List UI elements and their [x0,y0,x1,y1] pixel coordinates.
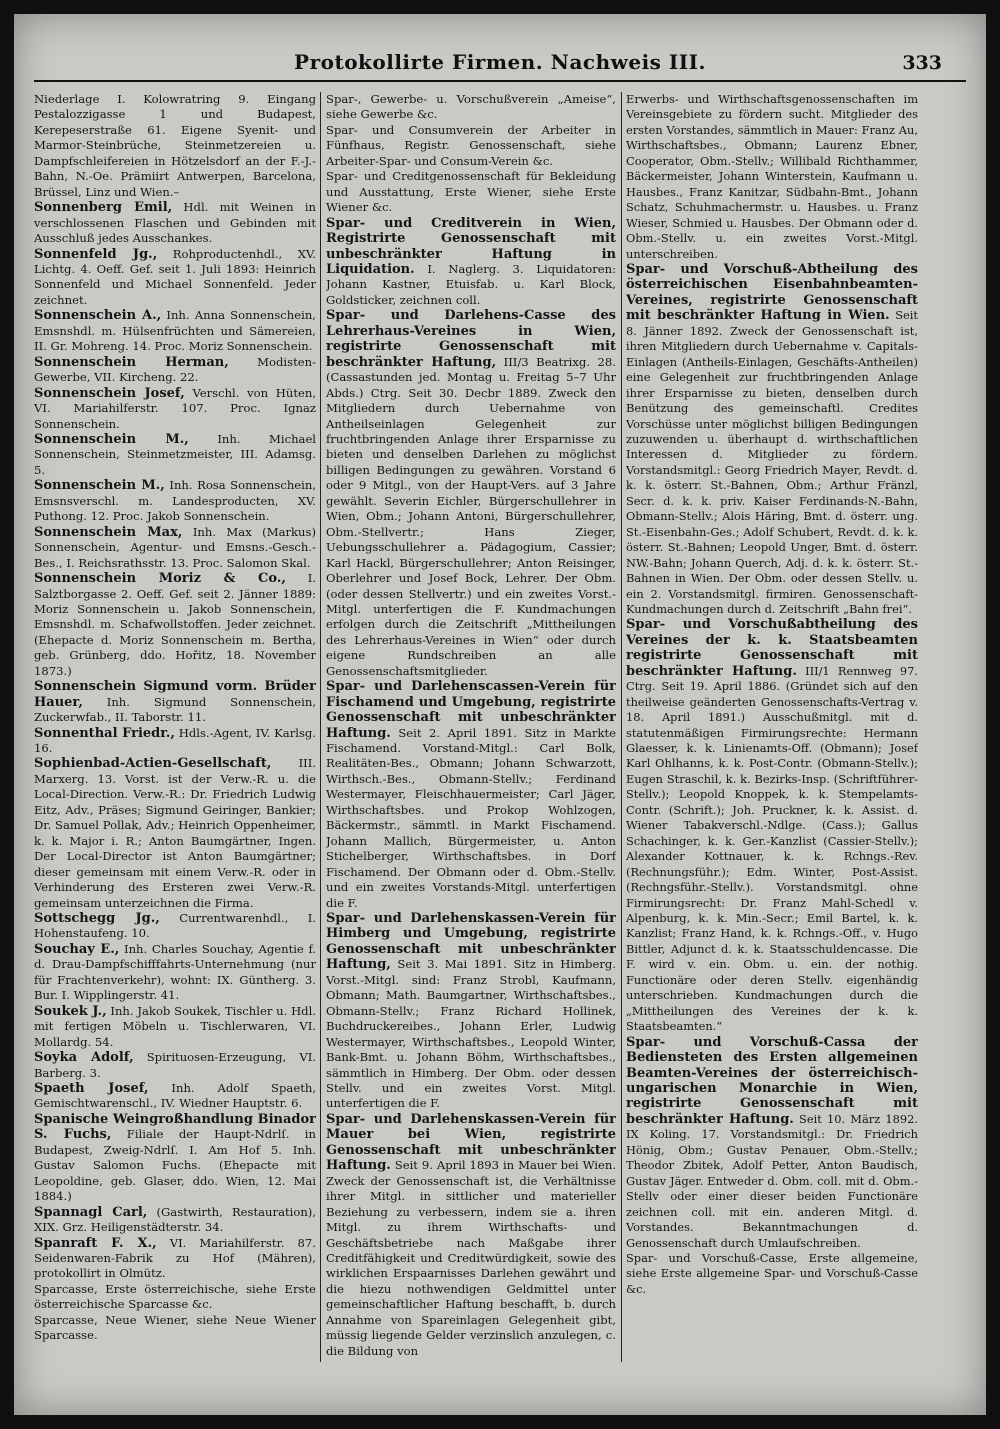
directory-entry [34,911,316,942]
directory-entry [34,478,316,524]
page-header [14,50,986,84]
entry-text: Hdl. mit Weinen in verschlossenen Flaschen und Gebinden mit Ausschluß jedes Ausschankes. [34,200,316,246]
directory-entry [34,679,316,725]
directory-entry [34,571,316,679]
entry-firm-name: Sonnenfeld Jg., [34,246,158,262]
entry-firm-name: Spanische Weingroßhandlung Binador S. Fuchs, [34,1111,316,1143]
entry-text: Spar- und Vorschuß-Casse, Erste allgemeine, siehe Erste allgemeine Spar- und Vorschuß-Casse &c. [626,1250,918,1296]
entry-firm-name: Spar- und Vorschuß-Abtheilung des österreichischen Eisenbahnbeamten-Vereines, registrirte Genossenschaft mit beschränkter Haftung in Wien. [626,261,918,324]
text-columns [34,92,970,1392]
entry-text: Modisten-Gewerbe, VII. Kircheng. 22. [34,354,316,385]
entry-firm-name: Spar- und Darlehenscassen-Verein für Fischamend und Umgebung, registrirte Genossenschaft mit unbeschränkter Haftung. [326,679,616,741]
entry-text: Spar- und Consumverein der Arbeiter in Fünfhaus, Registr. Genossenschaft, siehe Arbeiter-Spar- und Consum-Verein &c. [326,122,616,168]
entry-firm-name: Sonnenschein Herman, [34,354,229,370]
entry-firm-name: Sophienbad-Actien-Gesellschaft, [34,756,272,772]
entry-text: Inh. Anna Sonnenschein, Emsnshdl. m. Hülsenfrüchten und Sämereien, II. Gr. Mohreng. 14. Proc. Moriz Sonnenschein. [34,308,316,354]
directory-entry [626,262,918,617]
directory-entry [34,1282,316,1313]
entry-text: Seit 10. März 1892. IX Koling. 17. Vorstandsmitgl.: Dr. Friedrich Hönig, Obm.; Gustav Penauer, Obm.-Stellv.; Theodor Zbitek, Adolf Petter, Anton Baudisch, Gustav Jäger. Entweder d. Obm. coll. mit d. Obm.-Stellv oder einer dieser beiden Functionäre zeichnen coll. mit ein. anderen Mitgl. d. Vorstandes. Bekanntmachungen d. Genossenschaft durch Umlaufschreiben. [626,1111,918,1250]
entry-text: Inh. Jakob Soukek, Tischler u. Hdl. mit fertigen Möbeln u. Tischlerwaren, VI. Mollardg. 54. [34,1003,316,1049]
entry-text: Currentwarenhdl., I. Hohenstaufeng. 10. [34,911,316,941]
entry-text: Inh. Max (Markus) Sonnenschein, Agentur- und Emsns.-Gesch.-Bes., I. Reichsrathsstr. 13. Proc. Salomon Skal. [34,524,316,570]
directory-entry [626,1251,918,1297]
entry-text: I. Salztborgasse 2. Oeff. Gef. seit 2. Jänner 1889: Moriz Sonnenschein u. Jakob Sonnenschein, Emsnshdl. m. Schafwollstoffen. Jeder zeichnet. (Ehepacte d. Moriz Sonnenschein m. Bertha, geb. Grünberg, ddo. Hořitz, 18. November 1873.) [34,571,316,678]
entry-firm-name: Spanraft F. X., [34,1235,157,1251]
entry-firm-name: Sonnenschein Sigmund vorm. Brüder Hauer, [34,679,316,710]
entry-text: Sparcasse, Erste österreichische, siehe Erste österreichische Sparcasse &c. [34,1281,316,1312]
entry-text: Inh. Michael Sonnenschein, Steinmetzmeister, III. Adamsg. 5. [34,431,316,477]
entry-text: (Gastwirth, Restauration), XIX. Grz. Heiligenstädterstr. 34. [34,1204,316,1235]
entry-firm-name: Sonnenschein Josef, [34,385,185,401]
directory-entry [34,247,316,309]
entry-text: I. Naglerg. 3. Liquidatoren: Johann Kastner, Etuisfab. u. Karl Block, Goldsticker, zeichnen coll. [326,261,616,307]
column-divider [621,92,622,1362]
entry-text: Niederlage I. Kolowratring 9. Eingang Pestalozzigasse 1 und Budapest, Kerepeserstraße 61. Eigene Syenit- und Marmor-Steinbrüche, Steinmetzereien u. Dampfschleifereien in Hötzelsdorf an der F.-J.-Bahn, N.-Oe. Prämiirt Antwerpen, Barcelona, Brüssel, Linz und Wien.– [34,92,316,199]
entry-text: Seit 3. Mai 1891. Sitz in Himberg. Vorst.-Mitgl. sind: Franz Strobl, Kaufmann, Obmann; Math. Baumgartner, Wirthschaftsbes., Obmann-Stellv.; Franz Richard Hollinek, Buchdruckereibes., Johann Erler, Ludwig Westermayer, Wirthschaftsbes., Leopold Winter, Bank-Bmt. u. Johann Böhm, Wirthschaftsbes., sämmtlich in Himberg. Der Obm. oder dessen Stellv. und ein zweites Vorst. Mitgl. unterfertigen die F. [326,957,616,1111]
directory-entry [626,617,918,1034]
directory-entry [326,679,616,911]
directory-entry [34,1081,316,1112]
entry-firm-name: Spar- und Vorschußabtheilung des Vereines der k. k. Staatsbeamten registrirte Genossenschaft mit beschränkter Haftung. [626,617,918,679]
directory-entry [34,942,316,1004]
running-head: Protokollirte Firmen. Nachweis III. [294,50,706,74]
directory-entry [34,756,316,911]
entry-firm-name: Sonnenschein A., [34,308,162,324]
entry-text: Inh. Rosa Sonnenschein, Emsnsverschl. m. Landesproducten, XV. Puthong. 12. Proc. Jakob Sonnenschein. [34,478,316,524]
entry-text: Spar-, Gewerbe- u. Vorschußverein „Ameise“, siehe Gewerbe &c. [326,92,616,122]
entry-text: VI. Mariahilferstr. 87. Seidenwaren-Fabrik zu Hof (Mähren), protokollirt in Olmütz. [34,1235,316,1281]
directory-entry [34,1205,316,1236]
directory-entry [34,92,316,200]
column-right [626,92,918,1392]
directory-entry [326,308,616,679]
directory-entry [326,911,616,1112]
entry-text: III/1 Rennweg 97. Ctrg. Seit 19. April 1886. (Gründet sich auf den theilweise geänderten Genossenschafts-Vertrag v. 18. April 1891.) Ausschußmitgl. mit d. statutenmäßigen Firmirungsrechte: Hermann Glaesser, k. k. Linienamts-Off. (Obmann); Josef Karl Ohlhanns, k. k. Post-Contr. (Obmann-Stellv.); Eugen Straschil, k. k. Bezirks-Insp. (Schriftführer-Stellv.); Leopold Knoppek, k. k. Stempelamts-Contr. (Schrift.); Joh. Pruckner, k. k. Assist. d. Wiener Tabakverschl.-Ndlge. (Cass.); Gallus Schachinger, k. k. Ger.-Kanzlist (Cassier-Stellv.); Alexander Kottnauer, k. k. Rchngs.-Rev. (Rechnungsführ.); Edm. Winter, Post-Assist. (Rechngsführ.-Stellv.). Vorstandsmitgl. ohne Firmirungsrecht: Dr. Franz Mahl-Schedl v. Alpenburg, k. k. Min.-Secr.; Emil Bartel, k. k. Kanzlist; Franz Hand, k. k. Rchngs.-Off., v. Hugo Bittler, Adjunct d. k. k. Staatsschuldencasse. Die F. wird v. ein. Obm. u. ein. der nothig. Functionäre oder deren Stellv. eigenhändig unterschrieben. Kundmachungen durch die „Mittheilungen des Vereines der k. k. Staatsbeamten.“ [626,663,918,1034]
directory-entry [34,1313,316,1344]
directory-entry [34,525,316,571]
entry-firm-name: Sonnenschein M., [34,478,165,494]
entry-text: Inh. Charles Souchay, Agentie f. d. Drau-Dampfschifffahrts-Unternehmung (nur für Frachtenverkehr), wohnt: IX. Güntherg. 3. Bur. I. Wipplingerstr. 41. [34,941,316,1003]
directory-entry [326,216,616,309]
entry-firm-name: Sonnenthal Friedr., [34,725,175,741]
entry-text: Erwerbs- und Wirthschaftsgenossenschaften im Vereinsgebiete zu fördern sucht. Mitglieder des ersten Vorstandes, sämmtlich in Mauer: Franz Au, Wirthschaftsbes., Obmann; Laurenz Ebner, Cooperator, Obm.-Stellv.; Willibald Richthammer, Bäckermeister, Johann Winterstein, Kaufmann u. Hausbes., Franz Kanitzar, Südbahn-Bmt., Johann Schatz, Schuhmachermstr. u. Hausbes. u. Franz Wieser, Schmied u. Hausbes. Der Obmann oder d. Obm.-Stellv. u. ein zweites Vorst.-Mitgl. unterschreiben. [626,92,918,261]
column-middle [326,92,616,1392]
entry-firm-name: Spannagl Carl, [34,1204,148,1220]
entry-text: Filiale der Haupt-Ndrlſ. in Budapest, Zweig-Ndrlſ. I. Am Hof 5. Inh. Gustav Salomon Fuchs. (Ehepacte mit Leopoldine, geb. Glaser, ddo. Wien, 12. Mai 1884.) [34,1127,316,1204]
entry-text: Inh. Adolf Spaeth, Gemischtwarenschl., IV. Wiedner Hauptstr. 6. [34,1081,316,1111]
directory-entry [34,200,316,246]
directory-entry [326,92,616,123]
entry-firm-name: Soyka Adolf, [34,1050,134,1066]
directory-entry [326,1112,616,1359]
directory-entry [34,432,316,478]
entry-text: III. Marxerg. 13. Vorst. ist der Verw.-R. u. die Local-Direction. Verw.-R.: Dr. Friedrich Ludwig Eitz, Adv., Präses; Sigmund Geiringer, Bankier; Dr. Samuel Pollak, Adv.; Heinrich Oppenheimer, k. k. Major i. R.; Anton Baumgärtner, Ingen. Der Local-Director ist Anton Baumgärtner; dieser gemeinsam mit einem Verw.-R. oder in Verhinderung des Ersteren zwei Verw.-R. gemeinsam unterzeichnen die Firma. [34,756,316,910]
column-left [34,92,316,1392]
directory-entry [34,1236,316,1282]
entry-firm-name: Spaeth Josef, [34,1081,149,1096]
entry-text: Seit 8. Jänner 1892. Zweck der Genossenschaft ist, ihren Mitgliedern durch Uebernahme v. Capitals-Einlagen (Antheils-Einlagen, Geschäfts-Antheilen) eine Gelegenheit zur fruchtbringenden Anlage ihrer Ersparnisse zu bieten, denselben durch Benützung des gemeinschaftl. Credites Vorschüsse unter möglichst billigen Bedingungen zuzuwenden u. überhaupt d. wirthschaftlichen Interessen d. Mitglieder zu fördern. Vorstandsmitgl.: Georg Friedrich Mayer, Revdt. d. k. k. österr. St.-Bahnen, Obm.; Arthur Fränzl, Secr. d. k. k. priv. Kaiser Ferdinands-N.-Bahn, Obmann-Stellv.; Alois Häring, Bmt. d. österr. ung. St.-Eisenbahn-Ges.; Adolf Schubert, Revdt. d. k. k. österr. St.-Bahnen; Leopold Unger, Bmt. d. österr. NW.-Bahn; Johann Querch, Adj. d. k. k. österr. St.-Bahnen in Wien. Der Obm. oder dessen Stellv. u. ein 2. Vorstandsmitgl. firmiren. Genossenschaft-Kundmachungen durch d. Zeitschrift „Bahn frei“. [626,308,918,616]
directory-entry [34,355,316,386]
header-rule [34,80,966,82]
entry-firm-name: Sonnenschein Max, [34,524,183,540]
entry-text: Spar- und Creditgenossenschaft für Bekleidung und Ausstattung, Erste Wiener, siehe Erste Wiener &c. [326,169,616,215]
entry-text: Rohproductenhdl., XV. Lichtg. 4. Oeff. Gef. seit 1. Juli 1893: Heinrich Sonnenfeld und Michael Sonnenfeld. Jeder zeichnet. [34,246,316,307]
entry-text: Sparcasse, Neue Wiener, siehe Neue Wiener Sparcasse. [34,1312,316,1343]
entry-text: Seit 2. April 1891. Sitz in Markte Fischamend. Vorstand-Mitgl.: Carl Bolk, Realitäten-Bes., Obmann; Johann Schwarzott, Wirthsch.-Bes., Obmann-Stellv.; Ferdinand Westermayer, Fleischhauermeister; Carl Jäger, Wirthschaftsbes. und Prokop Wohlzogen, Bäckermstr., sämmtl. in Markt Fischamend. Johann Mallich, Bürgermeister, u. Anton Stichelberger, Wirthschaftsbes. in Dorf Fischamend. Der Obmann oder d. Obm.-Stellv. und ein zweites Vorstands-Mitgl. unterfertigen die F. [326,725,616,910]
entry-firm-name: Sonnenschein Moriz & Co., [34,571,286,587]
directory-entry [34,308,316,354]
entry-firm-name: Sonnenschein M., [34,431,189,447]
directory-entry [326,169,616,215]
directory-entry [34,386,316,432]
entry-text: III/3 Beatrixg. 28. (Cassastunden jed. Montag u. Freitag 5–7 Uhr Abds.) Ctrg. Seit 30. Decbr 1889. Zweck den Mitgliedern durch Uebernahme von Antheilseinlagen Gelegenheit zur fruchtbringenden Anlage ihrer Ersparnisse zu bieten und denselben Darlehen zu möglichst billigen Bedingungen zu gewähren. Vorstand 6 oder 9 Mitgl., von der Haupt-Vers. auf 3 Jahre gewählt. Severin Eichler, Bürgerschullehrer in Wien, Obm.; Johann Antoni, Bürgerschullehrer, Obm.-Stellvertr.; Hans Zieger, Uebungsschullehrer a. Pädagogium, Cassier; Karl Hackl, Bürgerschullehrer; Anton Reisinger, Oberlehrer und Josef Bock, Lehrer. Der Obm. (oder dessen Stellvertr.) und ein zweites Vorst.-Mitgl. unterfertigen die F. Kundmachungen erfolgen durch die Zeitschrift „Mittheilungen des Lehrerhaus-Vereines in Wien“ oder durch eigene Rundschreiben an alle Genossenschaftsmitglieder. [326,354,616,678]
entry-firm-name: Soukek J., [34,1003,107,1019]
directory-entry [34,1004,316,1050]
entry-firm-name: Spar- und Darlehenskassen-Verein für Himberg und Umgebung, registrirte Genossenschaft mit unbeschränkter Haftung, [326,911,616,973]
entry-firm-name: Spar- und Creditverein in Wien, Registrirte Genossenschaft mit unbeschränkter Haftung in Liquidation. [326,215,616,277]
entry-text: Spirituosen-Erzeugung, VI. Barberg. 3. [34,1050,316,1080]
entry-text: Hdls.-Agent, IV. Karlsg. 16. [34,725,316,756]
directory-entry [34,1050,316,1081]
entry-firm-name: Spar- und Vorschuß-Cassa der Bediensteten des Ersten allgemeinen Beamten-Vereines der österreichisch-ungarischen Monarchie in Wien, registrirte Genossenschaft mit beschränkter Haftung. [626,1034,918,1127]
directory-entry [34,1112,316,1205]
column-divider [320,92,321,1362]
entry-firm-name: Sonnenberg Emil, [34,200,173,216]
page-number: 333 [902,52,942,74]
entry-firm-name: Spar- und Darlehens-Casse des Lehrerhaus-Vereines in Wien, registrirte Genossenschaft mit beschränkter Haftung, [326,308,616,370]
directory-entry [626,92,918,262]
directory-entry [34,726,316,757]
entry-text: Inh. Sigmund Sonnenschein, Zuckerwfab., II. Taborstr. 11. [34,694,316,725]
entry-firm-name: Spar- und Darlehenskassen-Verein für Mauer bei Wien, registrirte Genossenschaft mit unbeschränkter Haftung. [326,1111,616,1174]
entry-firm-name: Souchay E., [34,941,120,957]
entry-firm-name: Sottschegg Jg., [34,911,160,927]
directory-entry [626,1035,918,1251]
directory-entry [326,123,616,169]
entry-text: Seit 9. April 1893 in Mauer bei Wien. Zweck der Genossenschaft ist, die Verhältnisse ihrer Mitgl. in sittlicher und materieller Beziehung zu verbessern, indem sie a. ihren Mitgl. zu ihrem Wirthschafts- und Geschäftsbetriebe nach Maßgabe ihrer Creditfähigkeit und Creditwürdigkeit, sowie des wirklichen Erspaarnisses Darlehen gewährt und die hiezu nothwendigen Geldmittel unter gemeinschaftlicher Haftung beschafft, b. durch Annahme von Spareinlagen Gelegenheit gibt, müssig liegende Gelder verzinslich anzulegen, c. die Bildung von [326,1158,616,1358]
entry-text: Verschl. von Hüten, VI. Mariahilferstr. 107. Proc. Ignaz Sonnenschein. [34,385,316,431]
scanned-page [14,14,986,1415]
